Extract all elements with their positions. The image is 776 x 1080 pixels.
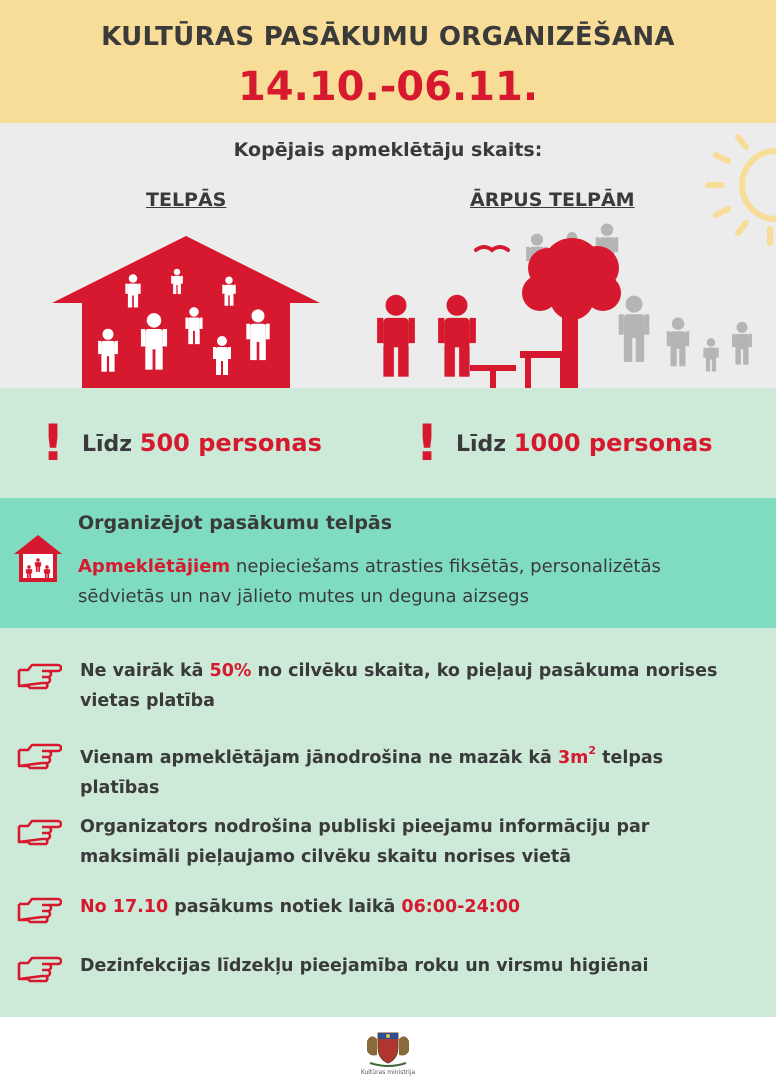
rule-highlight: No 17.10 xyxy=(80,897,169,917)
bird-icon xyxy=(476,247,508,250)
picnic-table-icon xyxy=(470,351,576,388)
exclamation-icon: ! xyxy=(415,414,439,472)
visitors-subtitle: Kopējais apmeklētāju skaits: xyxy=(233,139,543,161)
pointing-hand-icon xyxy=(16,894,62,924)
rule-highlight-value: 3m xyxy=(557,748,589,768)
people-red-group xyxy=(377,295,476,377)
rule-text-part: pasākums notiek laikā xyxy=(168,897,402,917)
exclamation-icon: ! xyxy=(41,414,65,472)
pointing-hand-icon xyxy=(16,816,62,846)
indoor-section-text xyxy=(78,552,738,612)
rule-text: Dezinfekcijas līdzekļu pieejamība roku un virsmu higiēnai xyxy=(80,956,649,976)
page-title: KULTŪRAS PASĀKUMU ORGANIZĒŠANA xyxy=(101,22,675,52)
rule-highlight xyxy=(557,744,597,768)
rule-text xyxy=(80,892,740,922)
indoor-section-highlight: Apmeklētājiem xyxy=(78,556,231,577)
house-icon xyxy=(52,236,320,388)
coat-of-arms-logo xyxy=(364,1029,412,1067)
sun-icon xyxy=(708,137,776,243)
indoor-limit xyxy=(38,414,322,472)
ministry-name: Kultūras ministrija xyxy=(360,1069,416,1076)
indoor-section-heading: Organizējot pasākumu telpās xyxy=(78,512,393,534)
header-banner xyxy=(0,0,776,123)
pointing-hand-icon xyxy=(16,953,62,983)
limits-band xyxy=(0,388,776,498)
visitors-illustration xyxy=(0,123,776,388)
rule-text-part: Vienam apmeklētājam jānodrošina ne mazāk kā xyxy=(80,748,558,768)
indoor-heading: TELPĀS xyxy=(146,189,227,211)
indoor-section-body: nepieciešams atrasties fiksētās, personalizētās sēdvietās un nav jālieto mutes un deguna aizsegs xyxy=(78,556,661,607)
house-people-icon xyxy=(12,532,64,584)
rule-text-part: Ne vairāk kā xyxy=(80,661,210,681)
rule-text xyxy=(80,656,740,716)
rule-highlight: 06:00-24:00 xyxy=(401,897,521,917)
date-range: 14.10.-06.11. xyxy=(237,64,539,110)
outdoor-limit-prefix: Līdz xyxy=(456,432,514,457)
rule-text-part: telpas platības xyxy=(80,748,664,798)
outdoor-limit xyxy=(412,414,713,472)
rule-highlight: 50% xyxy=(209,661,252,681)
pointing-hand-icon xyxy=(16,740,62,770)
indoor-limit-prefix: Līdz xyxy=(82,432,140,457)
outdoor-limit-value: 1000 personas xyxy=(513,429,713,457)
visitors-section xyxy=(0,123,776,388)
rule-superscript: 2 xyxy=(588,744,597,757)
rule-text: Organizators nodrošina publiski pieejamu informāciju par maksimāli pieļaujamo cilvēku skaitu norises vietā xyxy=(80,817,650,867)
rule-text-part: no cilvēku skaita, ko pieļauj pasākuma norises vietas platība xyxy=(80,661,718,711)
pointing-hand-icon xyxy=(16,660,62,690)
indoor-section xyxy=(0,498,776,628)
rule-text xyxy=(80,736,740,803)
outdoor-heading: ĀRPUS TELPĀM xyxy=(470,189,635,211)
rules-section xyxy=(0,628,776,1017)
footer xyxy=(0,1017,776,1080)
indoor-limit-value: 500 personas xyxy=(139,429,322,457)
tree-icon xyxy=(522,238,621,388)
